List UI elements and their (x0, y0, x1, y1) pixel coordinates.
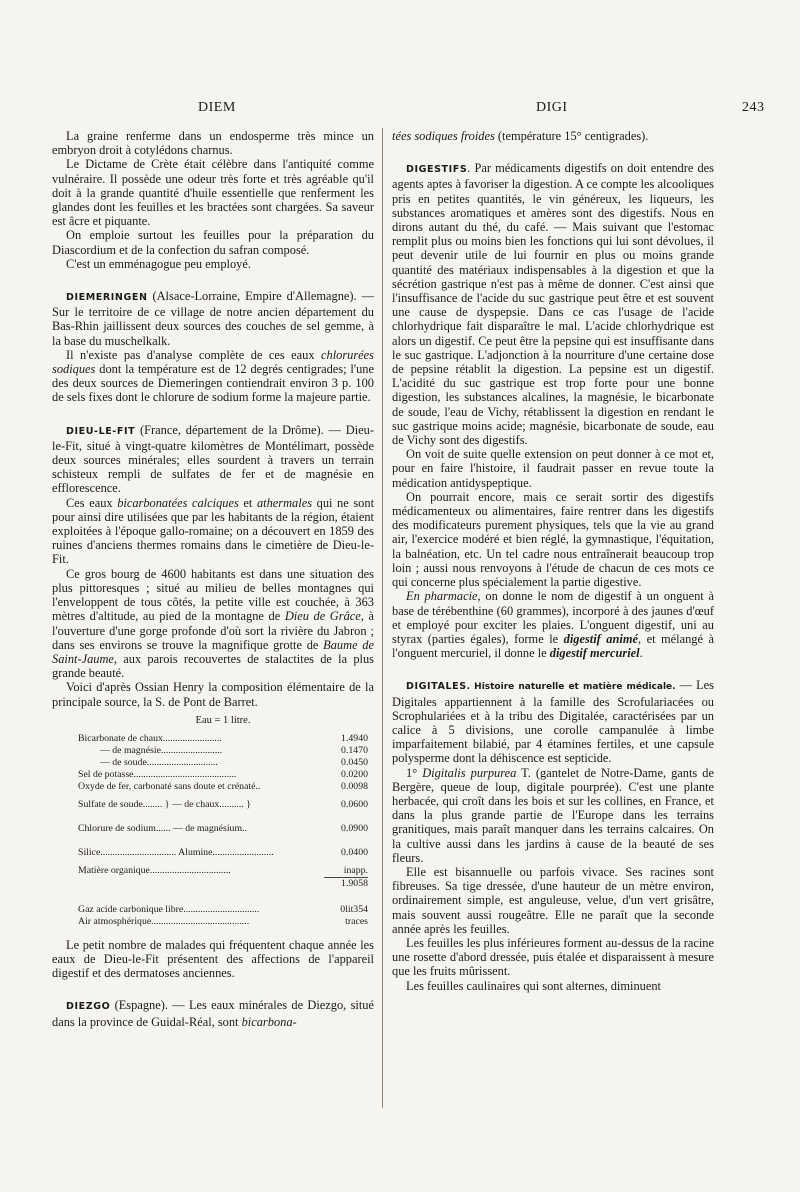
paragraph: La graine renferme dans un endosperme très mince un embryon droit à cotylédons charnus. (52, 129, 374, 158)
paragraph: Voici d'après Ossian Henry la composition élémentaire de la principale source, la S. de Pont de Barret. (52, 680, 374, 709)
entry-dieu-le-fit: DIEU-LE-FIT (France, département de la Drôme). — Dieu-le-Fit, situé à vingt-quatre kilomètres de Montélimart, possède deux sources minérales; elles sourdent à travers un terrain schisteux rempli de sulfates de fer et de magnésie en efflorescence. (52, 422, 374, 496)
paragraph: On pourrait encore, mais ce serait sortir des digestifs médicamenteux ou alimentaires, faire rentrer dans les digestifs des modificateurs purement physiques, tels que la vie au grand air, l'exercice modéré et bien réglé, la gymnastique, l'équitation, la balnéation, etc. Un tel cadre nous entraînerait beaucoup trop loin ; aussi nous renvoyons à l'étude de chacun de ces mots ce qui concerne plus spécialement la partie digestive. (392, 489, 714, 590)
right-column (392, 129, 714, 993)
running-head-left: DIEM (198, 100, 236, 115)
paragraph: On voit de suite quelle extension on peut donner à ce mot et, pour en faire l'histoire, il faudrait passer en revue toute la médication antidyspeptique. (392, 447, 714, 490)
composition-table (78, 715, 368, 928)
table-total: 1.9058 (324, 877, 368, 890)
headword: DIGITALES (406, 681, 467, 693)
table-row: Chlorure de sodium...... — de magnésium.. 0.0900 (78, 822, 368, 834)
paragraph: tées sodiques froides (température 15° centigrades). (392, 129, 649, 143)
paragraph: Les feuilles caulinaires qui sont alternes, diminuent (406, 978, 661, 993)
headword: DIEZGO (66, 1001, 111, 1013)
table-caption: Eau = 1 litre. (195, 714, 251, 726)
table-row: Silice............................... Alumine......................... 0.0400 (78, 846, 368, 858)
table-row: — de soude............................. 0.0450 (100, 756, 368, 768)
paragraph: Il n'existe pas d'analyse complète de ces eaux chlorurées sodiques dont la température est de 12 degrés centigrades; l'une des deux sources de Diemeringen contiendrait environ 3 p. 100 de sels fixes dont le chlorure de sodium forme la majeure partie. (52, 347, 374, 405)
column-divider (382, 128, 383, 1108)
paragraph: C'est un emménagogue peu employé. (66, 256, 251, 271)
table-row: Air atmosphérique........................................ traces (78, 915, 368, 927)
running-head-center: DIGI (536, 100, 568, 115)
table-row: Gaz acide carbonique libre............................... 0lit354 (78, 903, 368, 915)
headword: DIEU-LE-FIT (66, 425, 136, 437)
entry-digitales: DIGITALES. Histoire naturelle et matière médicale. — Les Digitales appartiennent à la famille des Scrofulariacées ou Scrophulariées et à la tribu des Digitalée, caractérisées par un calice à 5 divisions, une corolle campanulée à limbe imparfaitement bilabié, par 4 étamines fertiles, et une capsule polysperme dont la déhiscence est septicide. (392, 678, 714, 766)
left-column (52, 129, 374, 1029)
entry-diemeringen: DIEMERINGEN (Alsace-Lorraine, Empire d'Allemagne). — Sur le territoire de ce village de notre ancien département du Bas-Rhin jaillissent deux sources des couches de sel gemme, à la base du muschelkalk. (52, 289, 374, 348)
table-row: Bicarbonate de chaux........................ 1.4940 (78, 732, 368, 744)
paragraph: Ces eaux bicarbonatées calciques et athermales qui ne sont pour ainsi dire utilisées que par les habitants de la région, étaient exploitées à l'époque gallo-romaine; on a découvert en 1859 des ruines d'anciens thermes romains dans le cimetière de Dieu-le-Fit. (52, 495, 375, 567)
paragraph: Le petit nombre de malades qui fréquentent chaque année les eaux de Dieu-le-Fit présentent des affections de l'appareil digestif et des dermatoses anciennes. (52, 937, 374, 981)
paragraph: On emploie surtout les feuilles pour la préparation du Diascordium et de la confection du safran composé. (52, 228, 374, 257)
table-row: Oxyde de fer, carbonaté sans doute et crénaté.. 0.0098 (78, 780, 368, 792)
paragraph: Elle est bisannuelle ou parfois vivace. Ses racines sont fibreuses. Sa tige dressée, d'une hauteur de un mètre environ, ordinairement simple, est anguleuse, velue, d'un vert grisâtre, mais souvent aussi rougeâtre. Elle ne paraît que la seconde année après les feuilles. (392, 864, 714, 936)
paragraph: Le Dictame de Crète était célèbre dans l'antiquité comme vulnéraire. Il possède une odeur très forte et très agréable qu'il doit à la grande quantité d'huile essentielle que renferment les glandes dont les feuilles et les bractées sont chargées. Sa saveur est âcre et piquante. (52, 157, 374, 229)
entry-diezgo: DIEZGO (Espagne). — Les eaux minérales de Diezgo, situé dans la province de Guidal-Réal, sont bicarbona- (52, 998, 374, 1029)
table-row: — de magnésie......................... 0.1470 (100, 744, 368, 756)
paragraph: Ce gros bourg de 4600 habitants est dans une situation des plus pittoresques ; situé au milieu de belles montagnes qui l'enveloppent de tous côtés, la petite ville est couchée, à 363 mètres d'altitude, au pied de la montagne de Dieu de Grâce, à l'ouverture d'une gorge profonde d'où sort la rivière du Jabron ; dans ses environs se trouve la magnifique grotte de Baume de Saint-Jaume, aux parois recouvertes de stalactites de la plus grande beauté. (52, 566, 374, 681)
table-row: Sel de potasse.......................................... 0.0200 (78, 768, 368, 780)
table-row: Sulfate de soude........ } — de chaux.......... } 0.0600 (78, 798, 368, 810)
paragraph: Les feuilles les plus inférieures forment au-dessus de la racine une rosette d'abord dressée, puis étalée et disparaissent à mesure que les fruits mûrissent. (392, 935, 714, 979)
page-number: 243 (742, 100, 765, 115)
paragraph: En pharmacie, on donne le nom de digestif à un onguent à base de térébenthine (60 grammes), incorporé à des jaunes d'œuf et employé pour exciter les plaies. L'onguent digestif, uni au styrax (parties égales), forme le digestif animé, et mélangé à l'onguent mercuriel, il donne le digestif mercuriel. (392, 589, 714, 661)
entry-digestifs: DIGESTIFS. Par médicaments digestifs on doit entendre des agents aptes à favoriser la digestion. A ce compte les alcooliques pris en petites quantités, le vin généreux, les liqueurs, les substances aromatiques et amères sont des digestifs. Nous en dirons autant du thé, du café. — Mais suivant que l'estomac remplit plus ou moins bien les fonctions qui lui sont dévolues, il peut devenir utile de lui fournir en plus ou moins grande quantité des matériaux indispensables à la digestion et que la sécrétion gastrique n'est pas à même de donner. C'est ainsi que l'insuffisance de l'acide du suc gastrique peut être et est souvent une cause de dyspepsie. Dans ce cas l'usage de l'acide chlorhydrique fait disparaître le mal. L'acide chlorhydrique est alors un digestif. Ce peut être la pepsine qui est insuffisante dans le suc gastrique. L'adjonction à la nourriture d'une certaine dose de pepsine rétablit la digestion. La pepsine est un digestif. L'acidité du suc gastrique est trop forte pour une bonne digestion, les substances alcalines, la magnésie, le bicarbonate de soude, l'eau de Vichy, rétablissent la digestion en rendant le suc gastrique moins acide; magnésie, bicarbonate de soude, eau de Vichy sont des digestifs. (392, 161, 714, 448)
headword: DIGESTIFS (406, 164, 468, 176)
paragraph: 1° Digitalis purpurea T. (gantelet de Notre-Dame, gants de Bergère, queue de loup, digitale pourprée). C'est une plante herbacée, qui croît dans les bois et sur les collines, en France, et dans la plus grande partie de l'Europe dans les terrains granitiques, mais paraît manquer dans les terrains calcaires. On la cultive aussi dans les jardins à cause de la beauté de ses fleurs. (392, 765, 714, 865)
table-row: Matière organique................................. inapp. (78, 864, 368, 876)
headword: DIEMERINGEN (66, 292, 148, 304)
